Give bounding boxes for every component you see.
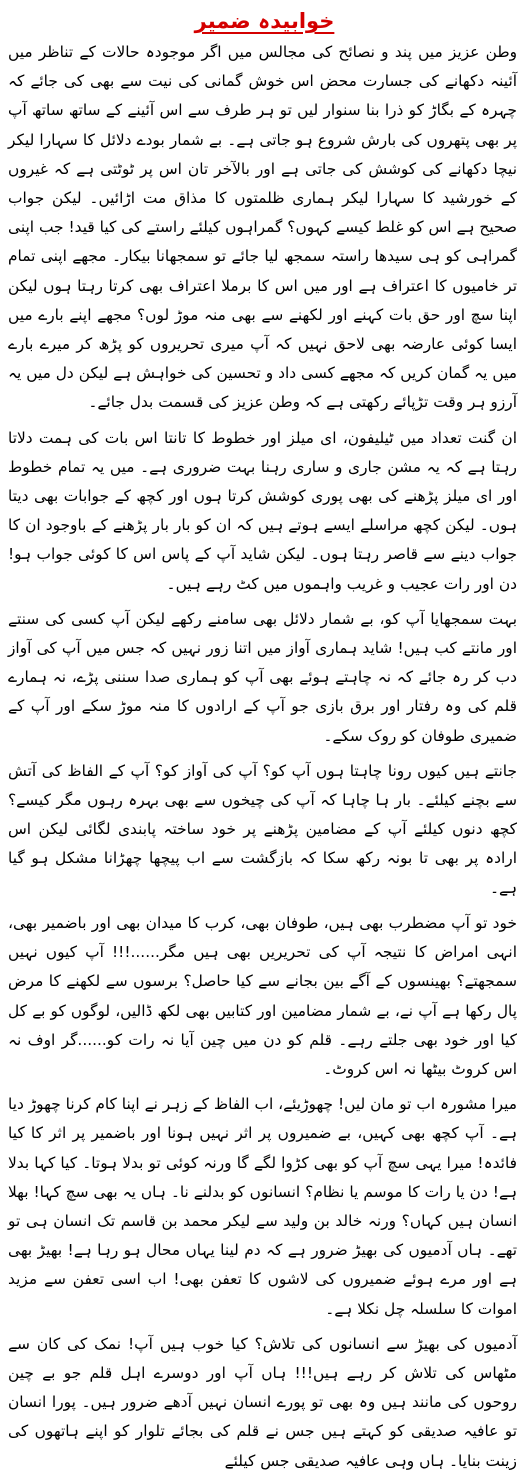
article-paragraph: میرا مشورہ اب تو مان لیں! چھوڑیئے، اب الفاظ کے زہر نے اپنا کام کرنا چھوڑ دیا ہے۔ آپ کچھ بھی کہیں، بے ضمیروں پر اثر نہیں ہونا اور باضمیر پر اثر کا کیا فائدہ! میرا یہی سچ آپ کو بھی کڑوا لگے گا ورنہ کوئی تو بدلا ہوتا۔ کیا کہا بدلا ہے! دن یا رات کا موسم یا نظام؟ انسانوں کو بدلنے نا۔ ہاں یہ بھی سچ کہا! بھلا انسان ہیں کہاں؟ ورنہ خالد بن ولید سے لیکر محمد بن قاسم تک انسان ہی تو تھے۔ ہاں آدمیوں کی بھیڑ ضرور ہے کہ دم لینا یہاں محال ہو رہا ہے! بھیڑ بھی ہے اور مرے ہوئے ضمیروں کی لاشوں کا تعفن بھی! اب اسی تعفن سے مزید اموات کا سلسلہ چل نکلا ہے۔ <box>8 1095 517 1318</box>
article-paragraph: جانتے ہیں کیوں رونا چاہتا ہوں آپ کو؟ آپ کی آواز کو؟ آپ کے الفاظ کی آتش سے بچنے کیلئے۔ بار ہا چاہا کہ آپ کی چیخوں سے بھی بہرہ رہوں مگر کیسے؟ کچھ دنوں کیلئے آپ کے مضامین پڑھنے پر خود ساختہ پابندی لگائی لیکن اس ارادہ پر بھی تا بونہ رکھ سکا کہ بازگشت سے اب پیچھا چھڑانا مشکل ہو گیا ہے۔ <box>8 761 517 897</box>
article-body <box>8 38 517 1482</box>
article-paragraph: ان گنت تعداد میں ٹیلیفون، ای میلز اور خطوط کا تانتا اس بات کی ہمت دلاتا رہتا ہے کہ یہ مشن جاری و ساری رہنا بہت ضروری ہے۔ میں یہ تمام خطوط اور ای میلز پڑھنے کی بھی پوری کوشش کرتا ہوں اور کچھ کے جوابات بھی دیتا ہوں۔ لیکن کچھ مراسلے ایسے ہوتے ہیں کہ ان کو بار بار پڑھنے کے باوجود ان کا جواب دینے سے قاصر رہتا ہوں۔ لیکن شاید آپ کے پاس اس کا کوئی جواب ہو! دن اور رات عجیب و غریب واہموں میں کٹ رہے ہیں۔ <box>8 428 517 593</box>
article-paragraph: وطن عزیز میں پند و نصائح کی مجالس میں اگر موجودہ حالات کے تناظر میں آئینہ دکھانے کی جسارت محض اس خوش گمانی کی نیت سے بھی کی جائے کہ چہرہ کے بگاڑ کو ذرا بنا سنوار لیں تو ہر طرف سے اس آئینے کے ساتھ ساتھ آپ پر بھی پتھروں کی بارش شروع ہو جاتی ہے۔ بے شمار بودے دلائل کا سہارا لیکر نیچا دکھانے کی کوشش کی جاتی ہے اور بالآخر تان اس پر ٹوٹتی ہے کہ غیروں کے خورشید کا سہارا لیکر ہماری ظلمتوں کا مذاق مت اڑائیں۔ لیکن جواب صحیح ہے اس کو غلط کیسے کہوں؟ گمراہوں کیلئے راستے کی کیا قید! جب اپنی گمراہی کو ہی سیدھا راستہ سمجھ لیا جائے تو سمجھانا بیکار۔ مجھے اپنی تمام تر خامیوں کا اعتراف ہے اور میں اس کا برملا اعتراف بھی کرتا رہتا ہوں لیکن اپنا سچ اور حق بات کہنے اور لکھنے سے بھی منہ موڑ لوں؟ مجھے اپنے بارے میں ایسا کوئی عارضہ بھی لاحق نہیں کہ آپ میری تحریروں کو پڑھ کر میرے بارے میں یہ گمان کریں کہ مجھے کسی داد و تحسین کی خواہش ہے لیکن دل میں یہ آرزو ہر وقت تڑپائے رکھتی ہے کہ وطن عزیز کی قسمت بدل جائے۔ <box>8 43 517 412</box>
article-paragraph: خود تو آپ مضطرب بھی ہیں، طوفان بھی، کرب کا میدان بھی اور باضمیر بھی، انہی امراض کا نتیجہ آپ کی تحریریں بھی ہیں مگر......!!! آپ کیوں نہیں سمجھتے؟ بھینسوں کے آگے بین بجانے سے کیا حاصل؟ برسوں سے لکھنے کا مرض پال رکھا ہے آپ نے، بے شمار مضامین اور کتابیں بھی لکھ ڈالیں، لوگوں کو بے کل کیا اور خود بھی جلتے رہے۔ قلم کو دن میں چین آیا نہ رات کو......گر اوف نہ اس کروٹ بیٹھا نہ اس کروٹ۔ <box>8 913 517 1078</box>
article-paragraph: آدمیوں کی بھیڑ سے انسانوں کی تلاش؟ کیا خوب ہیں آپ! نمک کی کان سے مٹھاس کی تلاش کر رہے ہیں!!! ہاں آپ اور دوسرے اہل قلم جو بے چین روحوں کی مانند ہیں وہ بھی تو پورے انسان نہیں آدھے ضرور ہیں۔ پورا انسان تو عافیہ صدیقی کو کہتے ہیں جس نے قلم کی بجائے تلوار کو اپنے ہاتھوں کی زینت بنایا۔ ہاں وہی عافیہ صدیقی جس کیلئے <box>8 1334 517 1470</box>
article-paragraph: بہت سمجھایا آپ کو، بے شمار دلائل بھی سامنے رکھے لیکن آپ کسی کی سنتے اور مانتے کب ہیں! شاید ہماری آواز میں اتنا زور نہیں کہ جس میں آپ کی آواز دب کر رہ جائے کہ نہ چاہتے ہوئے بھی آپ کو ہماری صدا سننی پڑے، نہ ہمارے قلم کی وہ رفتار اور برق بازی جو آپ کے ارادوں کا منہ موڑ سکے اور آپ کے ضمیری طوفان کو روک سکے۔ <box>8 609 517 745</box>
article-title: خوابیدہ ضمیر <box>194 9 335 33</box>
